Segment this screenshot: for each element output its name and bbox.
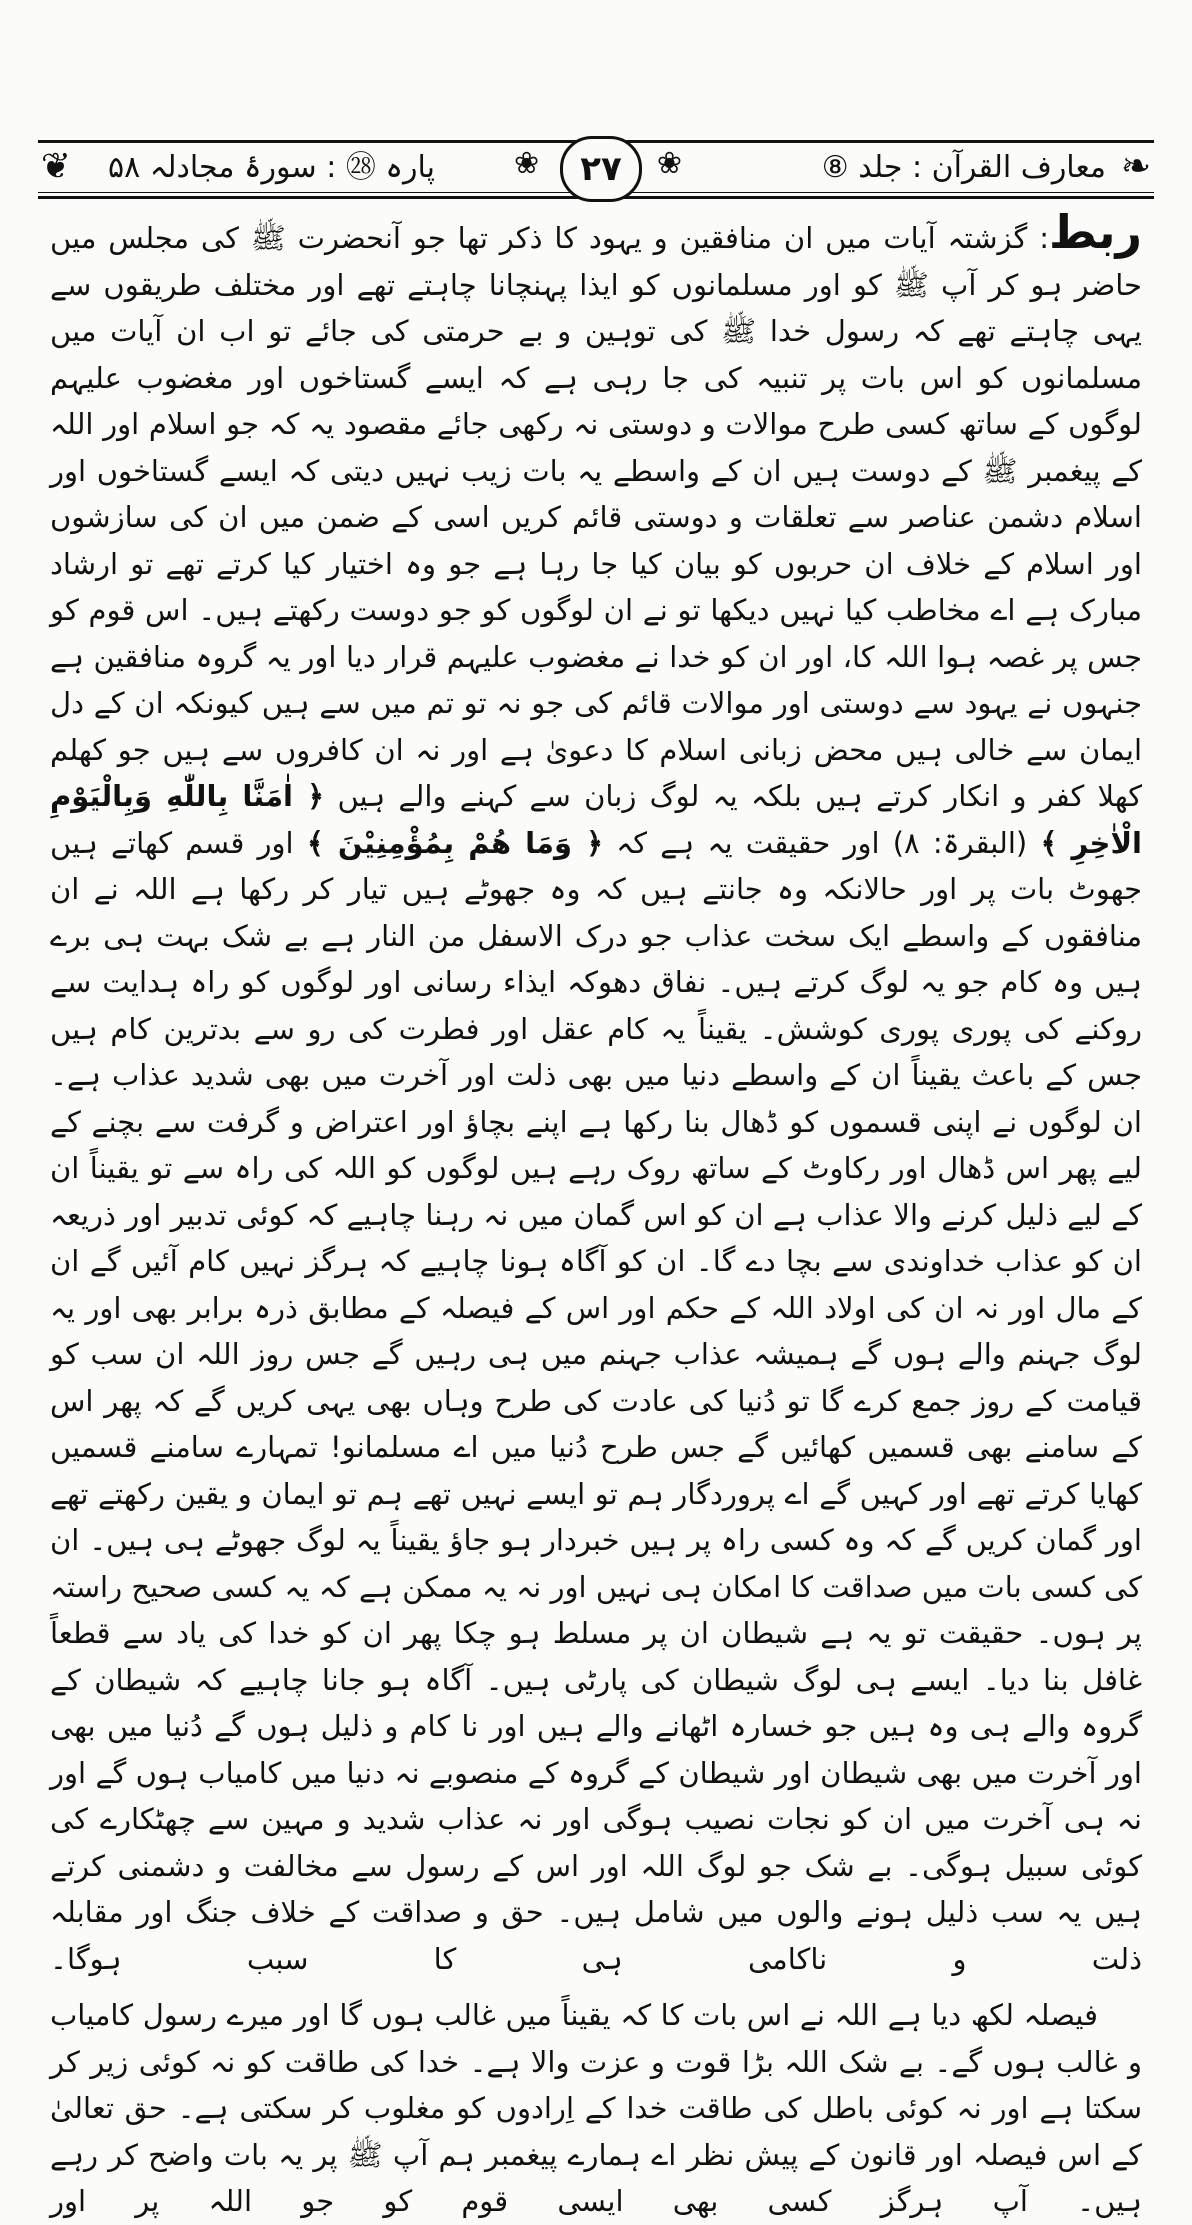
right-scroll-ornament-icon: ❧ bbox=[1120, 146, 1152, 187]
verse-reference-1: (البقرۃ: ۸) bbox=[892, 825, 1028, 860]
section-lead-word: ربط bbox=[1048, 205, 1142, 259]
paragraph-2: فیصلہ لکھ دیا ہے اللہ نے اس بات کا کہ یقیناً میں غالب ہوں گا اور میرے رسول کامیاب و غالب ہوں گے۔ بے شک اللہ بڑا قوت و عزت والا ہے۔ خدا کی طاقت کو نہ کوئی زیر کر سکتا ہے اور نہ کوئی باطل کی طاقت خدا کے اِرادوں کو مغلوب کر سکتی ہے۔ حق تعالیٰ کے اس فیصلہ اور قانون کے پیش نظر اے ہمارے پیغمبر ہم آپ ﷺ پر یہ بات واضح کر رہے ہیں۔ آپ ہرگز کسی بھی ایسی قوم کو جو اللہ پر اور bbox=[50, 1998, 1142, 2218]
cartouche-left-ornament-icon: ❀ bbox=[514, 146, 540, 181]
quran-verse-2: ﴿ وَمَا هُمْ بِمُؤْمِنِيْنَ ﴾ bbox=[306, 825, 604, 860]
page-number-cartouche bbox=[508, 134, 688, 202]
page-body bbox=[50, 205, 1143, 2218]
paragraph-1-text-c: اور قسم کھاتے ہیں جھوٹ بات پر اور حالانکہ وہ جانتے ہیں کہ وہ جھوٹے ہیں تیار کر رکھا ہے اللہ نے ان منافقوں کے واسطے ایک سخت عذاب جو درک الاسفل من النار ہے بے شک بہت ہی برے ہیں وہ کام جو یہ لوگ کرتے ہیں۔ نفاق دھوکہ ایذاء رسانی اور لوگوں کو راہ ہدایت سے روکنے کی پوری پوری کوشش۔ یقیناً یہ کام عقل اور فطرت کی رو سے بدترین کام ہیں جس کے باعث یقیناً ان کے واسطے دنیا میں بھی ذلت اور آخرت میں بھی شدید عذاب ہے۔ ان لوگوں نے اپنی قسموں کو ڈھال بنا رکھا ہے اپنے بچاؤ اور اعتراض و گرفت سے بچنے کے لیے پھر اس ڈھال اور رکاوٹ کے ساتھ روک رہے ہیں لوگوں کو اللہ کی راہ سے تو یقیناً ان کے لیے ذلیل کرنے والا عذاب ہے ان کو اس گمان میں نہ رہنا چاہیے کہ کوئی تدبیر اور ذریعہ ان کو عذاب خداوندی سے بچا دے گا۔ ان کو آگاہ ہونا چاہیے کہ ہرگز نہیں کام آئیں گے ان کے مال اور نہ ان کی اولاد اللہ کے حکم اور اس کے فیصلہ کے مطابق ذرہ برابر بھی اور یہ لوگ جہنم والے ہوں گے ہمیشہ عذاب جہنم میں ہی رہیں گے جس روز اللہ ان سب کو قیامت کے روز جمع کرے گا تو دُنیا کی عادت کی طرح وہاں بھی یہی کریں گے کہ پھر اس کے سامنے بھی قسمیں کھائیں گے جس طرح دُنیا میں اے مسلمانو! تمہارے سامنے قسمیں کھایا کرتے تھے اور کہیں گے اے پروردگار ہم تو ایسے نہیں تھے ہم تو ایمان و یقین رکھتے تھے اور گمان کریں گے کہ وہ کسی راہ پر ہیں خبردار ہو جاؤ یقیناً یہ لوگ جھوٹے ہی ہیں۔ ان کی کسی بات میں صداقت کا امکان ہی نہیں اور نہ یہ ممکن ہے کہ یہ کسی صحیح راستہ پر ہوں۔ حقیقت تو یہ ہے شیطان ان پر مسلط ہو چکا پھر ان کو خدا کی یاد سے قطعاً غافل بنا دیا۔ ایسے ہی لوگ شیطان کی پارٹی ہیں۔ آگاہ ہو جانا چاہیے کہ شیطان کے گروہ والے ہی وہ ہیں جو خسارہ اٹھانے والے ہیں اور نا کام و ذلیل ہوں گے دُنیا میں بھی اور آخرت میں بھی شیطان اور شیطان کے گروہ کے منصوبے نہ دنیا میں کامیاب ہوں گے اور نہ ہی آخرت میں ان کو نجات نصیب ہوگی اور نہ عذاب شدید و مہین سے چھٹکارے کی کوئی سبیل ہوگی۔ بے شک جو لوگ اللہ اور اس کے رسول سے مخالفت و دشمنی کرتے ہیں یہ سب ذلیل ہونے والوں میں شامل ہیں۔ حق و صداقت کے خلاف جنگ اور مقابلہ ذلت و ناکامی ہی کا سبب ہوگا۔ bbox=[50, 825, 1142, 1976]
page-number: ٢٧ bbox=[560, 136, 642, 202]
cartouche-right-ornament-icon: ❀ bbox=[656, 146, 682, 181]
running-header bbox=[38, 140, 1154, 200]
paragraph-1-text-b: اور حقیقت یہ ہے کہ bbox=[616, 825, 880, 860]
section-title: پارہ ㉘ : سورۂ مجادلہ ۵۸ bbox=[108, 150, 435, 185]
quran-verse-1: ﴿ اٰمَنَّا بِاللّٰهِ وَبِالْيَوْمِ الْاٰخِرِ ﴾ bbox=[50, 779, 1142, 860]
left-scroll-ornament-icon: ❦ bbox=[40, 146, 72, 187]
paragraph-1-text: : گزشتہ آیات میں ان منافقین و یہود کا ذکر تھا جو آنحضرت ﷺ کی مجلس میں حاضر ہو کر آپ ﷺ کو اور مسلمانوں کو ایذا پہنچانا چاہتے تھے اور مختلف طریقوں سے یہی چاہتے تھے کہ رسول خدا ﷺ کی توہین و بے حرمتی کی جائے تو اب ان آیات میں مسلمانوں کو اس بات پر تنبیہ کی جا رہی ہے کہ ایسے گستاخوں اور مغضوب علیہم لوگوں کے ساتھ کسی طرح موالات و دوستی نہ رکھی جائے مقصود یہ کہ جو اسلام اور اللہ کے پیغمبر ﷺ کے دوست ہیں ان کے واسطے یہ بات زیب نہیں دیتی کہ ایسے گستاخوں اور اسلام دشمن عناصر سے تعلقات و دوستی قائم کریں اسی کے ضمن میں ان کی سازشوں اور اسلام کے خلاف ان حربوں کو بیان کیا جا رہا ہے جو وہ اختیار کیا کرتے تھے تو ارشاد مبارک ہے اے مخاطب کیا نہیں دیکھا تو نے ان لوگوں کو جو دوست رکھتے ہیں۔ اس قوم کو جس پر غصہ ہوا اللہ کا، اور ان کو خدا نے مغضوب علیہم قرار دیا اور یہ گروہ منافقین ہے جنہوں نے یہود سے دوستی اور موالات قائم کی جو نہ تو تم میں سے ہیں کیونکہ ان کے دل ایمان سے خالی ہیں محض زبانی اسلام کا دعویٰ ہے اور نہ ان کافروں سے ہیں جو کھلم کھلا کفر و انکار کرتے ہیں بلکہ یہ لوگ زبان سے کہنے والے ہیں bbox=[50, 221, 1143, 813]
paragraph-1 bbox=[50, 205, 1143, 1982]
book-title: معارف القرآن : جلد ⑧ bbox=[821, 150, 1106, 185]
